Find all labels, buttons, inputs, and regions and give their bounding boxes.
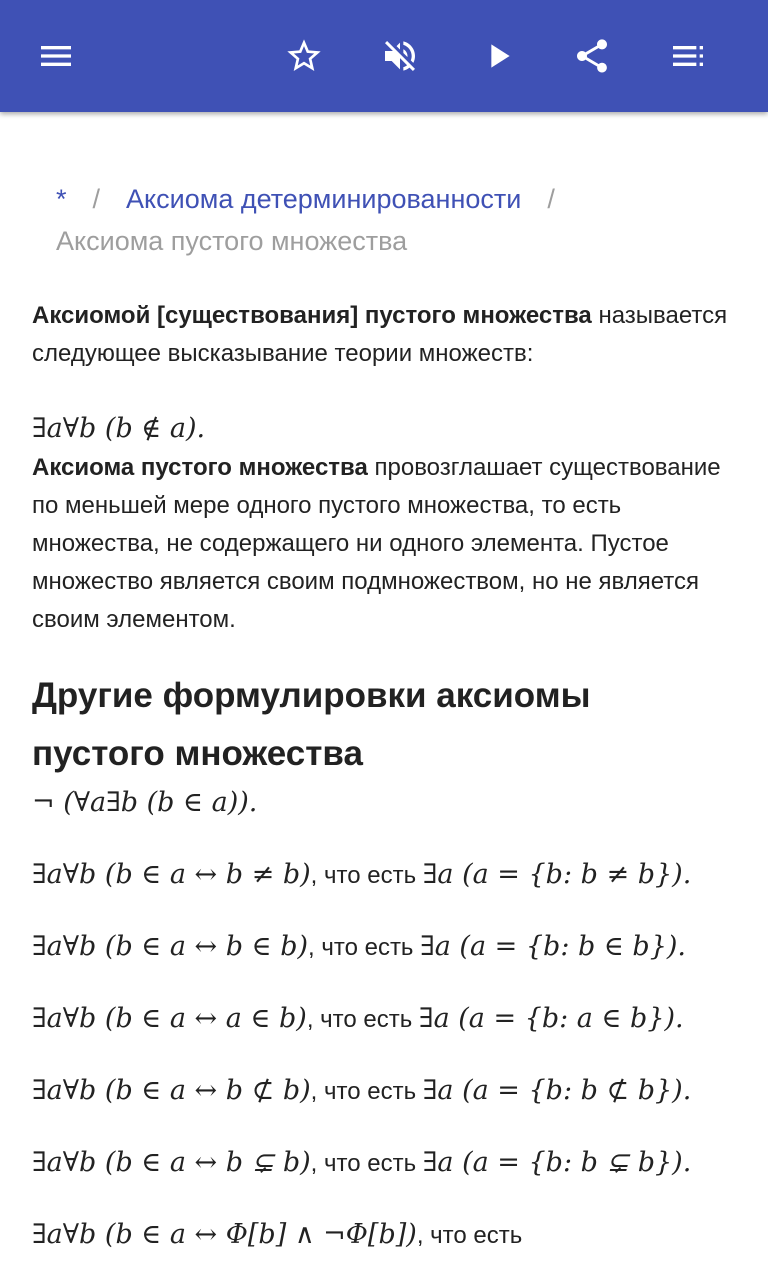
formula-connector: , что есть	[306, 1006, 419, 1033]
main-formula: ∃a∀b (b ∉ a).	[32, 413, 206, 444]
menu-icon	[36, 36, 76, 76]
formula-connector: , что есть	[310, 1078, 423, 1105]
formula-left: ∃a∀b (b ∈ a ↔ b ∈ b)	[32, 931, 309, 962]
formula-row	[32, 1055, 732, 1127]
formula-right: ∃a (a = {b: b ⊊ b}).	[422, 1147, 692, 1178]
formula-left: ∃a∀b (b ∈ a ↔ a ∈ b)	[32, 1003, 307, 1034]
formula-row	[32, 783, 732, 823]
breadcrumb-current: Аксиома пустого множества	[56, 226, 408, 256]
star-outline-icon	[284, 36, 324, 76]
formula-row	[32, 983, 732, 1055]
favorite-button[interactable]	[276, 28, 332, 84]
share-icon	[572, 36, 612, 76]
formula-left: ¬ (∀a∃b (b ∈ a)).	[32, 787, 258, 818]
app-bar	[0, 0, 768, 112]
volume-off-icon	[380, 36, 420, 76]
formula-right: ∃a (a = {b: b ∈ b}).	[420, 931, 687, 962]
formula-row	[32, 1199, 732, 1271]
formula-left: ∃a∀b (b ∈ a ↔ Φ[b] ∧ ¬Φ[b])	[32, 1219, 417, 1250]
intro-paragraph	[32, 297, 732, 373]
formula-row	[32, 839, 732, 911]
table-of-contents-button[interactable]	[660, 28, 716, 84]
formula-connector: , что есть	[308, 934, 421, 961]
formula-row	[32, 1127, 732, 1199]
description-bold-term: Аксиома пустого множества	[32, 454, 368, 481]
formula-connector: , что есть	[416, 1222, 523, 1249]
breadcrumb-parent-link[interactable]: Аксиома детерминированности	[126, 184, 522, 214]
list-icon	[668, 36, 708, 76]
formula-left: ∃a∀b (b ∈ a ↔ b ⊊ b)	[32, 1147, 311, 1178]
share-button[interactable]	[564, 28, 620, 84]
breadcrumb	[56, 178, 736, 262]
mute-button[interactable]	[372, 28, 428, 84]
section-heading: Другие формулировки аксиомы пустого множества	[32, 676, 591, 773]
play-button[interactable]	[470, 28, 526, 84]
formula-left: ∃a∀b (b ∈ a ↔ b ⊄ b)	[32, 1075, 311, 1106]
formula-right: ∃a (a = {b: b ⊄ b}).	[422, 1075, 692, 1106]
intro-text: называется следующее высказывание теории множеств:	[32, 302, 728, 367]
description-paragraph	[32, 449, 732, 639]
intro-bold-term: Аксиомой [существования] пустого множества	[32, 302, 592, 329]
menu-button[interactable]	[28, 28, 84, 84]
formula-connector: , что есть	[310, 1150, 423, 1177]
breadcrumb-separator: /	[547, 184, 555, 214]
breadcrumb-root-link[interactable]: *	[56, 184, 67, 214]
formula-row	[32, 911, 732, 983]
formula-connector: , что есть	[310, 862, 423, 889]
formula-left: ∃a∀b (b ∈ a ↔ b ≠ b)	[32, 859, 311, 890]
description-text: провозглашает существование по меньшей мере одного пустого множества, то есть множества, не содержащего ни одного элемента. Пустое множество является своим подмножеством, но не является своим элементом.	[32, 454, 721, 633]
play-icon	[478, 36, 518, 76]
article-body	[32, 297, 732, 1271]
breadcrumb-separator: /	[92, 184, 101, 214]
formula-right: ∃a (a = {b: b ≠ b}).	[422, 859, 692, 890]
formula-right: ∃a (a = {b: a ∈ b}).	[418, 1003, 684, 1034]
